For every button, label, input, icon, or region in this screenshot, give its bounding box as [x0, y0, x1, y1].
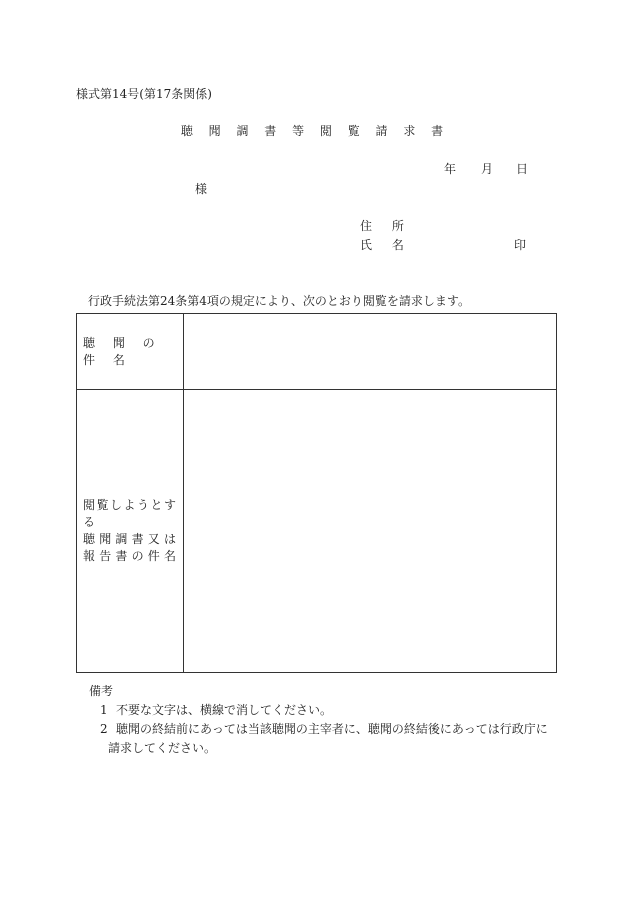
intro-text: 行政手続法第24条第4項の規定により、次のとおり閲覧を請求します。 [88, 294, 470, 308]
notes-title: 備考 [89, 684, 114, 698]
address-label: 住 所 [360, 219, 412, 233]
note-number: 2 [100, 722, 108, 736]
hearing-subject-label: 聴 聞 の 件 名 [83, 335, 162, 367]
note-item [100, 720, 548, 737]
date-year-label: 年 [444, 162, 457, 176]
table-row [77, 390, 557, 673]
seal-mark: 印 [514, 238, 527, 252]
document-title: 聴 聞 調 書 等 閲 覧 請 求 書 [180, 124, 450, 138]
note-text: 聴聞の終結前にあっては当該聴聞の主宰者に、聴聞の終結後にあっては行政庁に [116, 722, 548, 736]
note-item [100, 701, 332, 718]
hearing-subject-field[interactable] [184, 314, 557, 390]
table-row [77, 314, 557, 390]
date-month-label: 月 [481, 162, 494, 176]
note-number: 1 [100, 703, 108, 717]
hearing-subject-label-cell [77, 314, 184, 390]
addressee-suffix: 様 [195, 182, 208, 196]
name-label: 氏 名 [360, 238, 412, 252]
record-subject-field[interactable] [184, 390, 557, 673]
form-number: 様式第14号(第17条関係) [76, 87, 212, 101]
record-subject-label [77, 497, 183, 565]
note-text-continued: 請求してください。 [108, 741, 217, 755]
record-subject-label-line: 閲覧しようとする [83, 498, 176, 529]
note-text: 不要な文字は、横線で消してください。 [116, 703, 333, 717]
date-day-label: 日 [516, 162, 529, 176]
record-subject-label-line: 聴 聞 調 書 又 は [83, 532, 176, 546]
record-subject-label-cell [77, 390, 184, 673]
record-subject-label-line: 報 告 書 の 件 名 [83, 549, 176, 563]
request-table [76, 313, 557, 673]
